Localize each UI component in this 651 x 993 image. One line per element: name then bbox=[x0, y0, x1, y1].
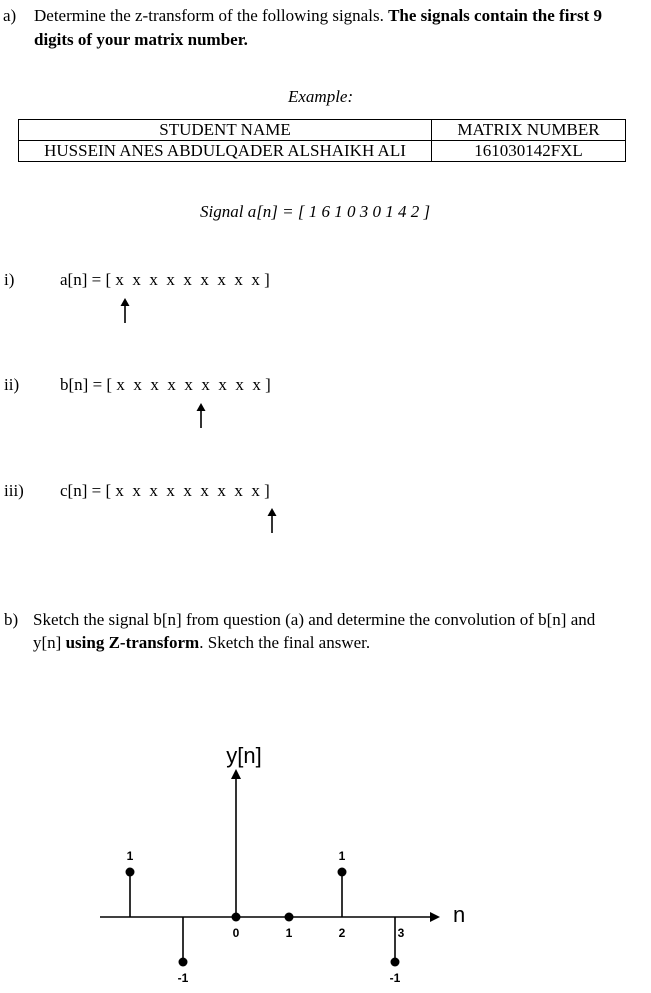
signal-ii-expr: b[n] = [ x x x x x x x x x ] bbox=[60, 375, 271, 394]
part-b-line2 bbox=[33, 631, 370, 654]
part-b-marker: b) bbox=[4, 610, 19, 629]
part-a-line1-bold: The signals contain the first 9 bbox=[388, 6, 603, 25]
stem-point bbox=[285, 913, 294, 922]
stem-value-label: 1 bbox=[126, 849, 134, 863]
stem-value-label: 1 bbox=[338, 849, 346, 863]
signal-iii-arrow-icon bbox=[266, 508, 278, 534]
part-b-line1: Sketch the signal b[n] from question (a) and determine the convolution of b[n] and bbox=[33, 610, 596, 629]
matrix-number-value: 161030142FXL bbox=[432, 141, 626, 162]
stem-point bbox=[232, 913, 241, 922]
signal-iii-expr: c[n] = [ x x x x x x x x x ] bbox=[60, 481, 270, 500]
signal-i-arrow-icon bbox=[119, 298, 131, 324]
stem-point bbox=[338, 868, 347, 877]
signal-i-expr: a[n] = [ x x x x x x x x x ] bbox=[60, 270, 270, 289]
signal-iii-marker: iii) bbox=[4, 481, 24, 500]
x-axis-arrow-icon bbox=[430, 912, 440, 922]
x-tick-label: 2 bbox=[338, 926, 346, 940]
stem-point bbox=[391, 958, 400, 967]
signal-i-marker: i) bbox=[4, 270, 15, 289]
x-tick-label: 3 bbox=[397, 926, 405, 940]
signal-ii-arrow-icon bbox=[195, 403, 207, 429]
stem-plot bbox=[0, 693, 651, 993]
signal-ii-marker: ii) bbox=[4, 375, 20, 394]
y-axis-label: y[n] bbox=[226, 743, 262, 768]
stem-point bbox=[126, 868, 135, 877]
stem-value-label: -1 bbox=[389, 971, 401, 985]
stem-point bbox=[179, 958, 188, 967]
student-table-data-row bbox=[19, 141, 626, 162]
student-name-value: HUSSEIN ANES ABDULQADER ALSHAIKH ALI bbox=[19, 141, 432, 162]
x-tick-label: 0 bbox=[232, 926, 240, 940]
part-a-line2: digits of your matrix number. bbox=[34, 30, 248, 49]
x-axis-label: n bbox=[453, 902, 466, 927]
part-a-marker: a) bbox=[3, 6, 17, 25]
header-student-name: STUDENT NAME bbox=[19, 120, 432, 141]
part-b-line2-bold: using Z-transform bbox=[65, 633, 200, 652]
part-b-line2-end: . Sketch the final answer. bbox=[199, 633, 371, 652]
part-a-line1-normal: Determine the z-transform of the following signals. bbox=[34, 6, 384, 25]
x-tick-label: 1 bbox=[285, 926, 293, 940]
student-table-header-row bbox=[19, 120, 626, 141]
y-axis-arrow-icon bbox=[231, 769, 241, 779]
header-matrix-number: MATRIX NUMBER bbox=[432, 120, 626, 141]
stem-value-label: -1 bbox=[177, 971, 189, 985]
signal-example: Signal a[n] = [ 1 6 1 0 3 0 1 4 2 ] bbox=[200, 202, 431, 221]
part-b-line2-start: y[n] bbox=[33, 633, 62, 652]
example-label: Example: bbox=[288, 87, 354, 106]
student-table bbox=[18, 119, 626, 162]
part-a-line1 bbox=[34, 4, 602, 27]
